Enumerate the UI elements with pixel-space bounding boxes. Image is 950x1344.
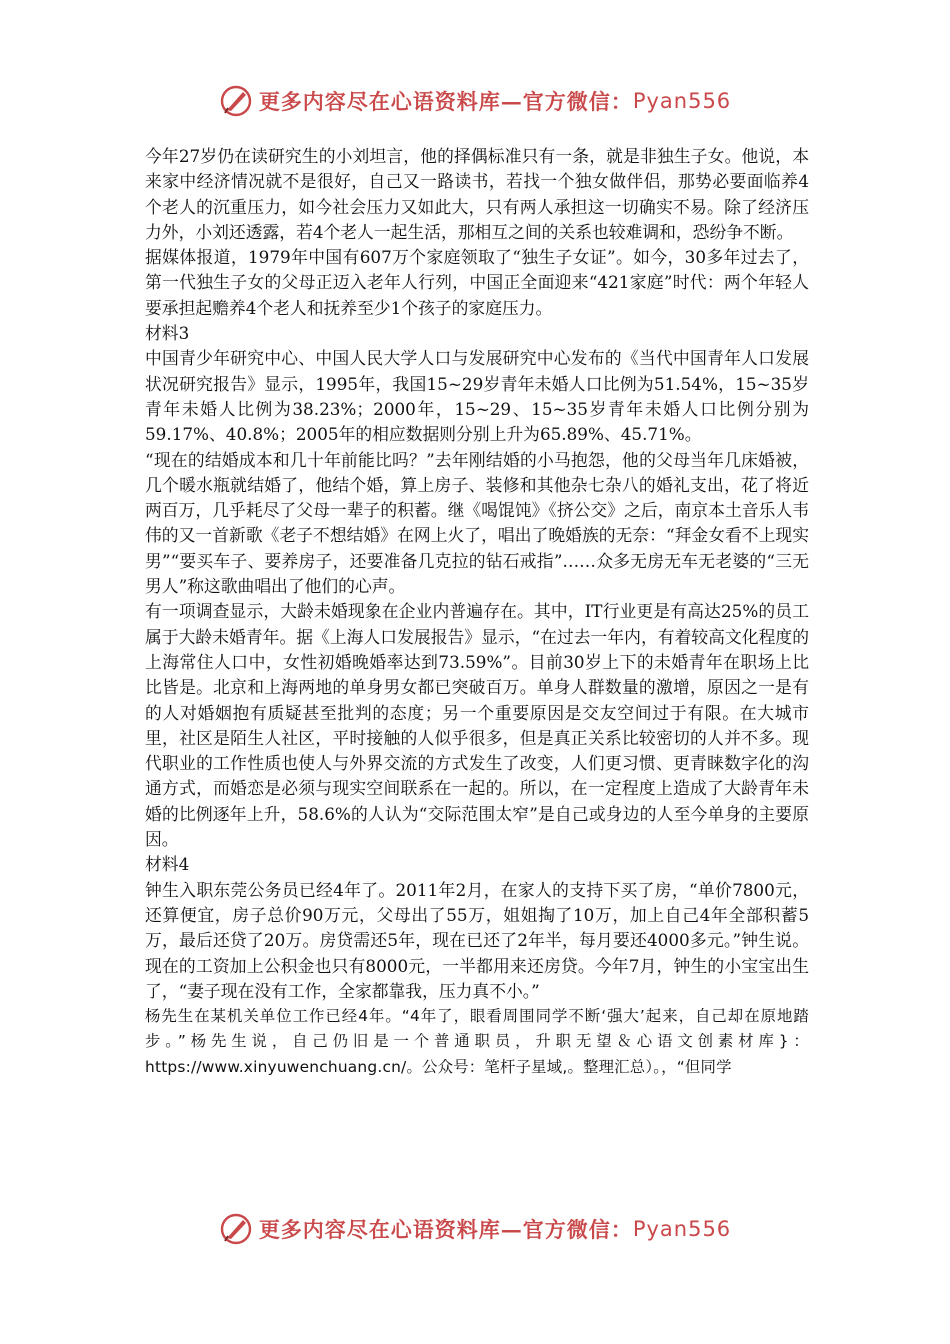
header-watermark-banner [0, 84, 950, 118]
paragraph-report-stats: 中国青少年研究中心、中国人民大学人口与发展研究中心发布的《当代中国青年人口发展状况研究报告》显示，1995年，我国15~29岁青年未婚人口比例为51.54%，15~35岁青年未婚人比例为38.23%；2000年，15~29、15~35岁青年未婚人口比例分别为59.17%、40.8%；2005年的相应数据则分别上升为65.89%、45.71%。 [145, 348, 809, 445]
footer-banner-wechat: Pyan556 [632, 1217, 732, 1241]
section-heading-material-3: 材料3 [145, 323, 190, 344]
paragraph-xiaoliu: 今年27岁仍在读研究生的小刘坦言，他的择偶标准只有一条，就是非独生子女。他说，本来家中经济情况就不是很好，自己又一路读书，若找一个独女做伴侣，那势必要面临养4个老人的沉重压力，如今社会压力又如此大，只有两人承担这一切确实不易。除了经济压力外，小刘还透露，若4个老人一起生活，那相互之间的关系也较难调和，恐纷争不断。 [145, 146, 809, 242]
section-heading-material-4: 材料4 [145, 854, 190, 875]
paragraph-survey-unmarried: 有一项调查显示，大龄未婚现象在企业内普遍存在。其中，IT行业更是有高达25%的员工属于大龄未婚青年。据《上海人口发展报告》显示，“在过去一年内，有着较高文化程度的上海常住人口中，女性初婚晚婚率达到73.59%”。目前30岁上下的未婚青年在职场上比比皆是。北京和上海两地的单身男女都已突破百万。单身人群数量的激增，原因之一是有的人对婚姻抱有质疑甚至批判的态度；另一个重要原因是交友空间过于有限。在大城市里，社区是陌生人社区，平时接触的人似乎很多，但是真正关系比较密切的人并不多。现代职业的工作性质也使人与外界交流的方式发生了改变，人们更习惯、更青睐数字化的沟通方式，而婚恋是必须与现实空间联系在一起的。所以，在一定程度上造成了大龄青年未婚的比例逐年上升，58.6%的人认为“交际范围太窄”是自己或身边的人至今单身的主要原因。 [145, 601, 809, 850]
quill-logo-icon [219, 1212, 253, 1246]
paragraph-marriage-cost: “现在的结婚成本和几十年前能比吗？”去年刚结婚的小马抱怨，他的父母当年几床婚被，几个暖水瓶就结婚了，他结个婚，算上房子、装修和其他杂七杂八的婚礼支出，花了将近两百万，几乎耗尽了父母一辈子的积蓄。继《喝馄饨》《挤公交》之后，南京本土音乐人韦伟的又一首新歌《老子不想结婚》在网上火了，唱出了晚婚族的无奈：“拜金女看不上现实男”“要买车子、要养房子，还要准备几克拉的钻石戒指”……众多无房无车无老婆的“三无男人”称这歌曲唱出了他们的心声。 [145, 449, 809, 597]
quill-logo-icon [219, 84, 253, 118]
footer-banner-text: 更多内容尽在心语资料库—官方微信： [258, 1217, 633, 1242]
paragraph-mr-yang: 杨先生在某机关单位工作已经4年。“4年了，眼看周围同学不断‘强大’起来，自己却在原地踏步。”杨先生说，自己仍旧是一个普通职员，升职无望＆心语文创素材库}：https://www.xinyuwenchuang.cn/。公众号：笔杆子星域,。整理汇总）。，“但同学 [145, 1007, 809, 1076]
paragraph-421-family: 据媒体报道，1979年中国有607万个家庭领取了“独生子女证”。如今，30多年过去了，第一代独生子女的父母正迈入老年人行列，中国正全面迎来“421家庭”时代：两个年轻人要承担起赡养4个老人和抚养至少1个孩子的家庭压力。 [145, 247, 809, 318]
paragraph-zhongsheng: 钟生入职东莞公务员已经4年了。2011年2月，在家人的支持下买了房，“单价7800元，还算便宜，房子总价90万元，父母出了55万，姐姐掏了10万，加上自己4年全部积蓄5万，最后还贷了20万。房贷需还5年，现在已还了2年半，每月要还4000多元。”钟生说。现在的工资加上公积金也只有8000元，一半都用来还房贷。今年7月，钟生的小宝宝出生了，“妻子现在没有工作，全家都靠我，压力真不小。” [145, 879, 809, 1001]
document-body [145, 144, 809, 1080]
footer-watermark-banner [0, 1212, 950, 1246]
header-banner-text: 更多内容尽在心语资料库—官方微信： [258, 89, 633, 114]
header-banner-wechat: Pyan556 [632, 89, 732, 113]
